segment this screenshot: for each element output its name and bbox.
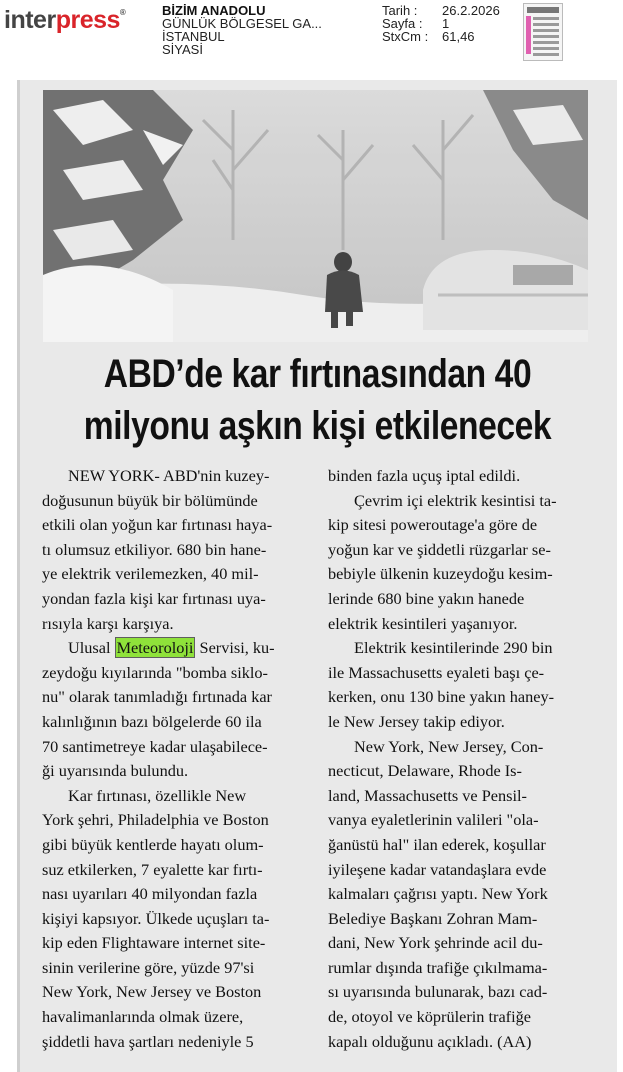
intro-line: tı olumsuz etkiliyor. 680 bin hane- — [42, 539, 267, 559]
headline-line-2: milyonu aşkın kişi etkilenecek — [83, 404, 552, 448]
highlighted-keyword: Meteoroloji — [116, 638, 194, 658]
outages-line: Çevrim içi elektrik kesintisi ta- — [354, 490, 557, 510]
page-label: Sayfa : — [382, 16, 423, 31]
outages-line: lerinde 680 bine yakın hanede — [328, 588, 525, 608]
paragraph-outages — [328, 489, 590, 637]
meteorology-line: zeydoğu kıyılarında "bomba siklo- — [42, 662, 268, 682]
page-value: 1 — [442, 16, 450, 31]
governors-line: necticut, Delaware, Rhode Is- — [328, 761, 522, 781]
intro-line: etkili olan yoğun kar fırtınası haya- — [42, 515, 273, 535]
flights-line: havalimanlarında olmak üzere, — [42, 1007, 244, 1027]
flights-line: gibi büyük kentlerde hayatı olum- — [42, 834, 264, 854]
publication-type: GÜNLÜK BÖLGESEL GA... — [162, 16, 322, 31]
flights-line: sinin verilerine göre, yüzde 97'si — [42, 957, 255, 977]
governors-line: land, Massachusetts ve Pensil- — [328, 785, 527, 805]
meteorology-line: ği uyarısında bulundu. — [42, 761, 189, 781]
flights-line: Kar fırtınası, özellikle New — [68, 785, 247, 805]
size-label: StxCm : — [382, 29, 429, 44]
intro-line: doğusunun büyük bir bölümünde — [42, 490, 258, 510]
publication-info — [162, 4, 322, 56]
flights-line: suz etkilerken, 7 eyalette kar fırtı- — [42, 859, 263, 879]
size-value: 61,46 — [442, 29, 475, 44]
governors-line: kapalı olduğunu açıkladı. (AA) — [328, 1031, 532, 1051]
intro-line: yondan fazla kişi kar fırtınası uya- — [42, 588, 266, 608]
interpress-logo — [4, 6, 125, 35]
paragraph-meteorology-start: Ulusal — [68, 638, 115, 658]
governors-line: kalmaları çağrısı yaptı. New York — [328, 884, 548, 904]
date-label: Tarih : — [382, 3, 418, 18]
flights-line: York şehri, Philadelphia ve Boston — [42, 810, 269, 830]
governors-line: New York, New Jersey, Con- — [354, 736, 544, 756]
meteorology-line: 70 santimetreye kadar ulaşabilece- — [42, 736, 268, 756]
intro-line: NEW YORK- ABD'nin kuzey- — [68, 466, 270, 485]
publication-category: SİYASİ — [162, 42, 203, 57]
governors-line: ğanüstü hal" ilan ederek, koşullar — [328, 834, 546, 854]
outages-line: yoğun kar ve şiddetli rüzgarlar se- — [328, 539, 551, 559]
flights-line: kip eden Flightaware internet site- — [42, 933, 266, 953]
massachusetts-line: le New Jersey takip ediyor. — [328, 711, 505, 731]
publication-name: BİZİM ANADOLU — [162, 3, 266, 18]
governors-line: Belediye Başkanı Zohran Mam- — [328, 908, 538, 928]
logo-text-dark: inter — [4, 6, 56, 34]
governors-line: sı uyarısında bulunarak, bazı cad- — [328, 982, 548, 1002]
clipping-meta — [382, 4, 500, 43]
paragraph-governors — [328, 735, 590, 1055]
paragraph-meteorology-cont: Servisi, ku- — [195, 638, 275, 658]
massachusetts-line: kerken, onu 130 bine yakın haney- — [328, 687, 555, 707]
page-thumbnail-icon[interactable] — [523, 3, 563, 61]
article-headline — [76, 348, 559, 452]
flights-line: şiddetli hava şartları nedeniyle 5 — [42, 1031, 254, 1051]
logo-text-accent: press — [55, 6, 120, 34]
meteorology-line: nu" olarak tanımladığı fırtınada kar — [42, 687, 272, 707]
flights-cont-line: binden fazla uçuş iptal edildi. — [328, 466, 521, 485]
paragraph-intro — [42, 464, 304, 636]
governors-line: de, otoyol ve köprülerin trafiğe — [328, 1007, 531, 1027]
paragraph-meteorology — [42, 636, 304, 784]
flights-line: nası uyarıları 40 milyondan fazla — [42, 884, 258, 904]
massachusetts-line: ile Massachusetts eyaleti başı çe- — [328, 662, 545, 682]
meteorology-line: kalınlığının bazı bölgelerde 60 ila — [42, 711, 262, 731]
paragraph-massachusetts — [328, 636, 590, 734]
publication-city: İSTANBUL — [162, 29, 225, 44]
logo-registered-mark: ® — [119, 8, 126, 17]
paragraph-flights — [42, 784, 304, 1055]
date-value: 26.2.2026 — [442, 3, 500, 18]
governors-line: vanya eyaletlerinin valileri "ola- — [328, 810, 539, 830]
massachusetts-line: Elektrik kesintilerinde 290 bin — [354, 638, 553, 658]
intro-line: rısıyla karşı karşıya. — [42, 613, 174, 633]
outages-line: kip sitesi poweroutage'a göre de — [328, 515, 538, 535]
outages-line: bebiyle ülkenin kuzeydoğu kesim- — [328, 564, 553, 584]
article-column-2 — [328, 464, 590, 1054]
clipping-header — [0, 0, 623, 72]
governors-line: rumlar dışında trafiğe çıkılmama- — [328, 957, 548, 977]
intro-line: ye elektrik verilemezken, 40 mil- — [42, 564, 259, 584]
snowstorm-photo-drawing — [43, 90, 588, 342]
governors-line: iyileşene kadar vatandaşlara evde — [328, 859, 547, 879]
snowstorm-photo — [43, 90, 588, 342]
governors-line: dani, New York şehrinde acil du- — [328, 933, 543, 953]
flights-line: kişiyi kapsıyor. Ülkede uçuşları ta- — [42, 908, 270, 928]
outages-line: elektrik kesintileri yaşanıyor. — [328, 613, 518, 633]
flights-line: New York, New Jersey ve Boston — [42, 982, 262, 1002]
headline-line-1: ABD’de kar fırtınasından 40 — [103, 352, 532, 396]
paragraph-flights-cont — [328, 464, 590, 489]
article-column-1 — [42, 464, 304, 1054]
